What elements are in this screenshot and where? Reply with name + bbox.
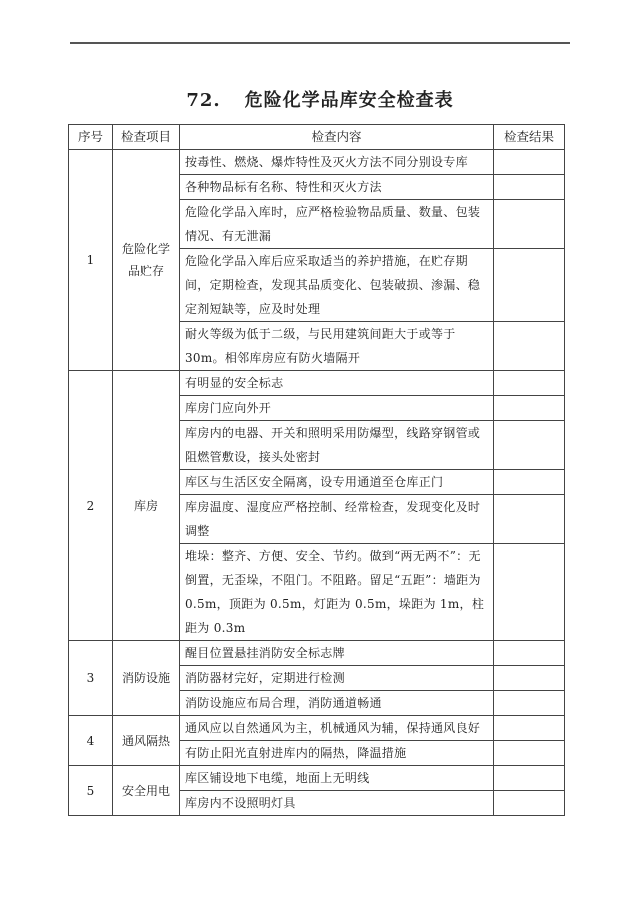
check-result-cell[interactable] [494, 371, 565, 396]
check-content: 按毒性、燃烧、爆炸特性及灭火方法不同分别设专库 [180, 150, 494, 175]
check-content: 有明显的安全标志 [180, 371, 494, 396]
header-result: 检查结果 [494, 125, 565, 150]
check-result-cell[interactable] [494, 691, 565, 716]
page-title [0, 86, 640, 112]
check-content: 堆垛：整齐、方便、安全、节约。做到“两无两不”：无倒置，无歪垛，不阻门。不阻路。留足“五距”：墙距为 0.5m，顶距为 0.5m，灯距为 0.5m，垛距为 1m，柱距为 0.3m [180, 544, 494, 641]
group-seq: 2 [69, 371, 113, 641]
check-result-cell[interactable] [494, 641, 565, 666]
check-content: 库区铺设地下电缆，地面上无明线 [180, 766, 494, 791]
group-item: 库房 [113, 371, 180, 641]
check-content: 库房门应向外开 [180, 396, 494, 421]
table-row [69, 766, 565, 791]
check-content: 耐火等级为低于二级，与民用建筑间距大于或等于30m。相邻库房应有防火墙隔开 [180, 322, 494, 371]
group-item: 消防设施 [113, 641, 180, 716]
check-result-cell[interactable] [494, 791, 565, 816]
check-content: 库房内的电器、开关和照明采用防爆型，线路穿钢管或阻燃管敷设，接头处密封 [180, 421, 494, 470]
page-title-text: 危险化学品库安全检查表 [244, 90, 454, 111]
check-content: 库房内不设照明灯具 [180, 791, 494, 816]
header-seq: 序号 [69, 125, 113, 150]
check-content: 库区与生活区安全隔离，设专用通道至仓库正门 [180, 470, 494, 495]
check-result-cell[interactable] [494, 249, 565, 322]
page-title-number: 72. [186, 90, 221, 111]
check-result-cell[interactable] [494, 150, 565, 175]
header-item: 检查项目 [113, 125, 180, 150]
check-content: 醒目位置悬挂消防安全标志牌 [180, 641, 494, 666]
check-result-cell[interactable] [494, 396, 565, 421]
check-content: 有防止阳光直射进库内的隔热，降温措施 [180, 741, 494, 766]
check-result-cell[interactable] [494, 666, 565, 691]
check-content: 库房温度、湿度应严格控制、经常检查，发现变化及时调整 [180, 495, 494, 544]
header-content: 检查内容 [180, 125, 494, 150]
group-seq: 1 [69, 150, 113, 371]
check-content: 危险化学品入库后应采取适当的养护措施，在贮存期间，定期检查，发现其品质变化、包装破损、渗漏、稳定剂短缺等，应及时处理 [180, 249, 494, 322]
table-row [69, 641, 565, 666]
table-row [69, 150, 565, 175]
table-row [69, 716, 565, 741]
check-content: 各种物品标有名称、特性和灭火方法 [180, 175, 494, 200]
check-result-cell[interactable] [494, 716, 565, 741]
check-content: 消防器材完好，定期进行检测 [180, 666, 494, 691]
group-item: 危险化学品贮存 [113, 150, 180, 371]
header-rule [70, 42, 570, 44]
check-content: 通风应以自然通风为主，机械通风为辅，保持通风良好 [180, 716, 494, 741]
group-seq: 5 [69, 766, 113, 816]
group-item: 安全用电 [113, 766, 180, 816]
inspection-table [68, 124, 565, 816]
check-result-cell[interactable] [494, 322, 565, 371]
check-content: 消防设施应布局合理，消防通道畅通 [180, 691, 494, 716]
check-result-cell[interactable] [494, 495, 565, 544]
check-result-cell[interactable] [494, 766, 565, 791]
check-result-cell[interactable] [494, 175, 565, 200]
group-seq: 4 [69, 716, 113, 766]
check-result-cell[interactable] [494, 741, 565, 766]
group-seq: 3 [69, 641, 113, 716]
table-header-row [69, 125, 565, 150]
table-row [69, 371, 565, 396]
check-result-cell[interactable] [494, 470, 565, 495]
check-result-cell[interactable] [494, 200, 565, 249]
check-result-cell[interactable] [494, 544, 565, 641]
check-content: 危险化学品入库时，应严格检验物品质量、数量、包装情况、有无泄漏 [180, 200, 494, 249]
check-result-cell[interactable] [494, 421, 565, 470]
group-item: 通风隔热 [113, 716, 180, 766]
